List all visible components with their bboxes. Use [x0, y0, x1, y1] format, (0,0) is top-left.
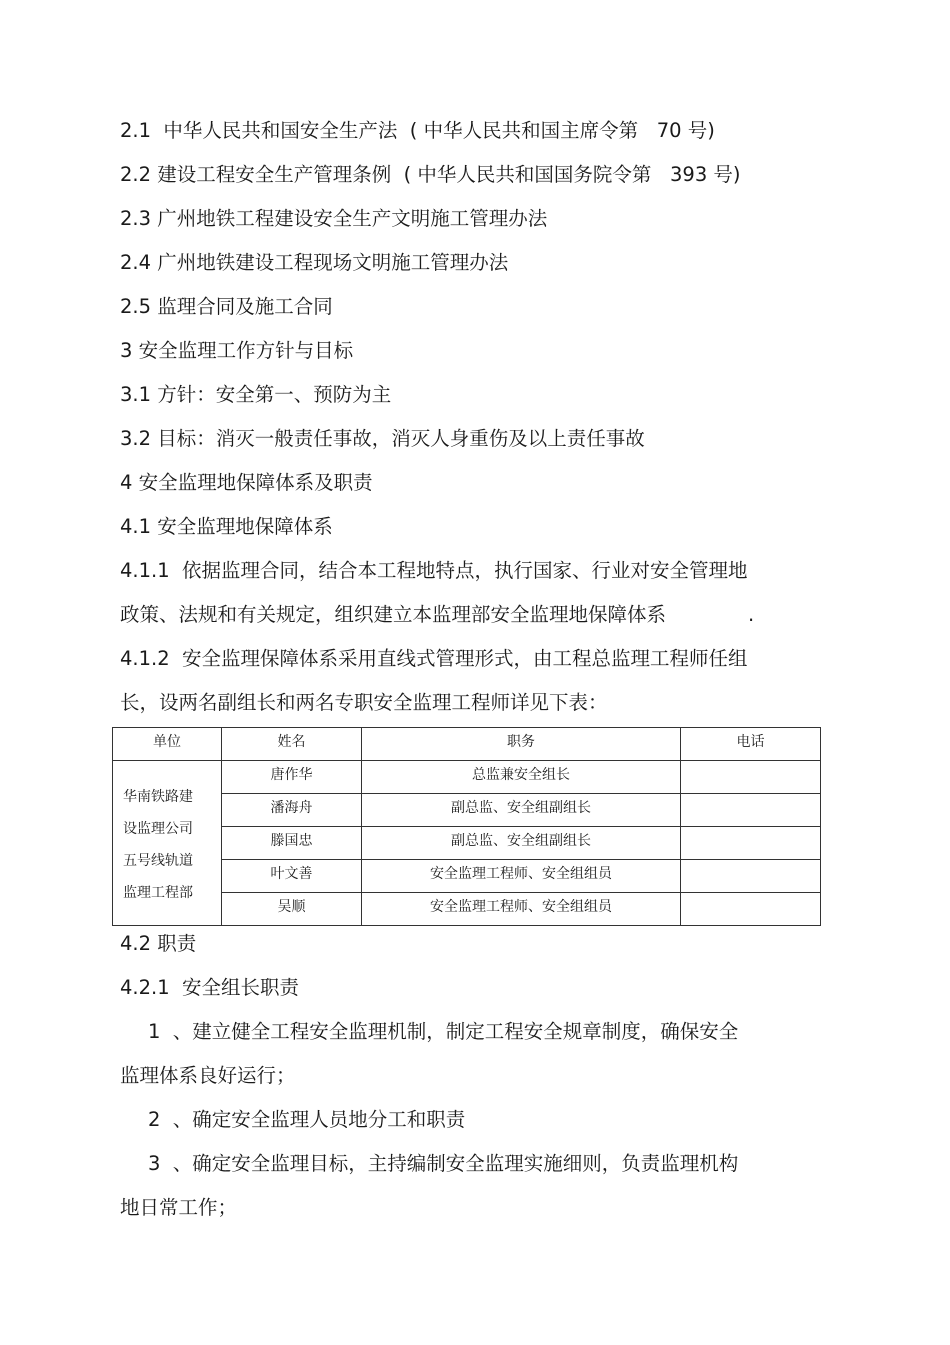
- phone-cell: [681, 893, 821, 926]
- clause-4-1-1-line1: 4.1.1 依据监理合同，结合本工程地特点，执行国家、行业对安全管理地: [120, 559, 748, 582]
- clause-2-2: 2.2 建设工程安全生产管理条例 ( 中华人民共和国国务院令第 393 号): [120, 163, 741, 186]
- role-cell: 安全监理工程师、安全组组员: [362, 860, 681, 893]
- clause-4-1: 4.1 安全监理地保障体系: [120, 515, 333, 538]
- duty-item-1-line2: 监理体系良好运行；: [120, 1064, 296, 1087]
- unit-cell: [113, 761, 222, 926]
- unit-line: 华南铁路建: [123, 788, 193, 805]
- unit-line: 监理工程部: [123, 884, 193, 901]
- clause-4-1-1-period: .: [748, 603, 755, 626]
- name-cell: 唐作华: [222, 761, 362, 794]
- section-3-heading: 3 安全监理工作方针与目标: [120, 339, 354, 362]
- unit-line: 设监理公司: [123, 820, 193, 837]
- phone-cell: [681, 827, 821, 860]
- clause-4-1-2-line1: 4.1.2 安全监理保障体系采用直线式管理形式，由工程总监理工程师任组: [120, 647, 748, 670]
- name-cell: 滕国忠: [222, 827, 362, 860]
- section-4-heading: 4 安全监理地保障体系及职责: [120, 471, 373, 494]
- clause-4-1-1-line2: 政策、法规和有关规定，组织建立本监理部安全监理地保障体系: [120, 603, 667, 626]
- clause-2-3: 2.3 广州地铁工程建设安全生产文明施工管理办法: [120, 207, 548, 230]
- table-row: [113, 761, 821, 794]
- phone-cell: [681, 860, 821, 893]
- duty-item-1-line1: 1 、建立健全工程安全监理机制，制定工程安全规章制度，确保安全: [148, 1020, 739, 1043]
- role-cell: 总监兼安全组长: [362, 761, 681, 794]
- phone-cell: [681, 761, 821, 794]
- role-cell: 副总监、安全组副组长: [362, 827, 681, 860]
- clause-4-1-2-line2: 长，设两名副组长和两名专职安全监理工程师详见下表：: [120, 691, 608, 714]
- duty-item-2: 2 、确定安全监理人员地分工和职责: [148, 1108, 466, 1131]
- duty-item-3-line2: 地日常工作；: [120, 1196, 238, 1219]
- header-phone: 电话: [681, 728, 821, 761]
- clause-4-2: 4.2 职责: [120, 932, 197, 955]
- role-cell: 安全监理工程师、安全组组员: [362, 893, 681, 926]
- clause-2-4: 2.4 广州地铁建设工程现场文明施工管理办法: [120, 251, 509, 274]
- phone-cell: [681, 794, 821, 827]
- staff-table: [112, 727, 821, 926]
- unit-line: 五号线轨道: [123, 852, 193, 869]
- header-name: 姓名: [222, 728, 362, 761]
- duty-item-3-line1: 3 、确定安全监理目标，主持编制安全监理实施细则，负责监理机构: [148, 1152, 739, 1175]
- clause-3-1: 3.1 方针：安全第一、预防为主: [120, 383, 392, 406]
- clause-3-2: 3.2 目标：消灭一般责任事故，消灭人身重伤及以上责任事故: [120, 427, 645, 450]
- name-cell: 吴顺: [222, 893, 362, 926]
- table-header-row: [113, 728, 821, 761]
- clause-2-5: 2.5 监理合同及施工合同: [120, 295, 333, 318]
- name-cell: 潘海舟: [222, 794, 362, 827]
- clause-4-2-1: 4.2.1 安全组长职责: [120, 976, 300, 999]
- header-role: 职务: [362, 728, 681, 761]
- clause-2-1: 2.1 中华人民共和国安全生产法 ( 中华人民共和国主席令第 70 号): [120, 119, 715, 142]
- name-cell: 叶文善: [222, 860, 362, 893]
- header-unit: 单位: [113, 728, 222, 761]
- role-cell: 副总监、安全组副组长: [362, 794, 681, 827]
